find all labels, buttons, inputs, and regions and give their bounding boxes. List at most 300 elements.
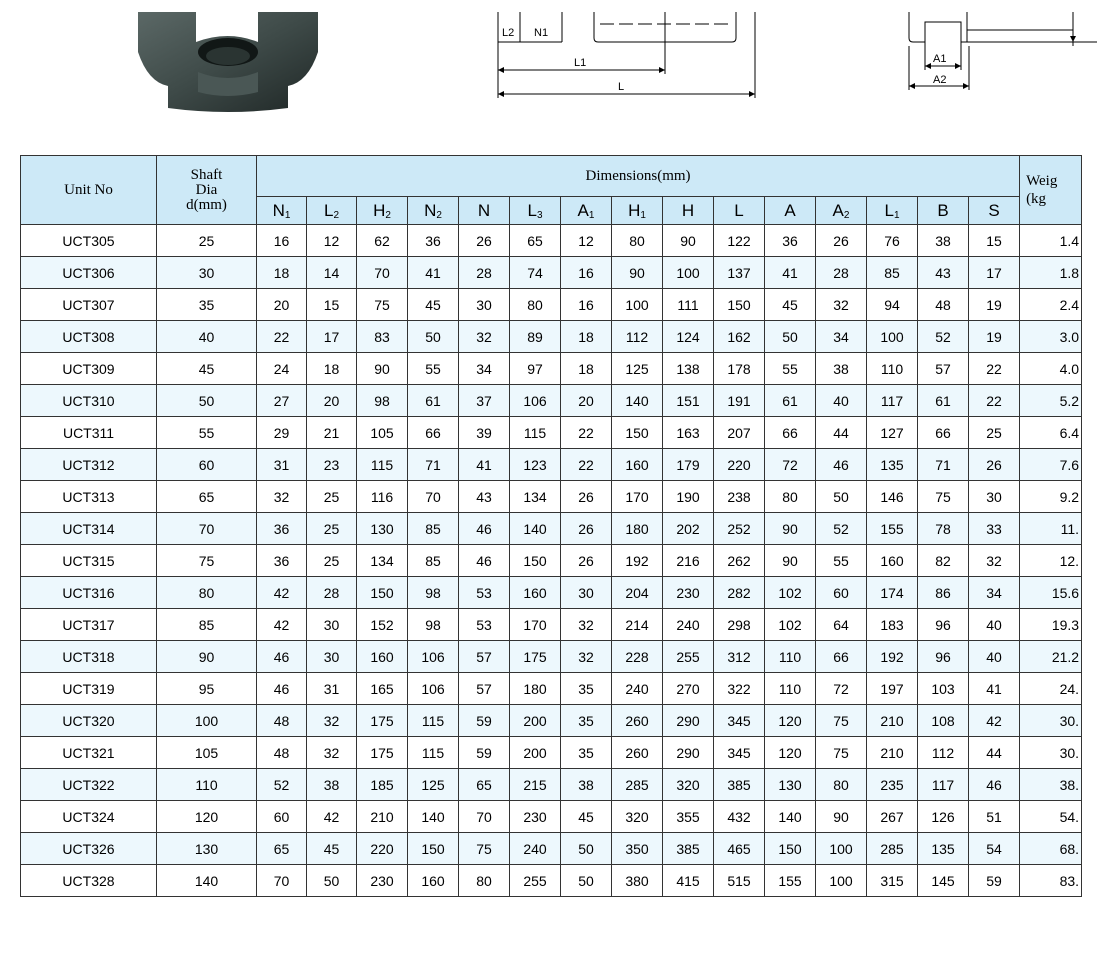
header-dim-sub: 2 bbox=[843, 209, 850, 221]
cell-dimension: 255 bbox=[510, 865, 561, 897]
cell-dimension: 140 bbox=[612, 385, 663, 417]
cell-unit-no: UCT306 bbox=[21, 257, 157, 289]
cell-dimension: 115 bbox=[408, 705, 459, 737]
cell-dimension: 52 bbox=[257, 769, 307, 801]
cell-dimension: 65 bbox=[257, 833, 307, 865]
cell-dimension: 197 bbox=[867, 673, 918, 705]
cell-dimension: 34 bbox=[969, 577, 1020, 609]
cell-dimension: 160 bbox=[510, 577, 561, 609]
cell-unit-no: UCT328 bbox=[21, 865, 157, 897]
cell-dimension: 25 bbox=[969, 417, 1020, 449]
cell-dimension: 42 bbox=[969, 705, 1020, 737]
cell-dimension: 30 bbox=[459, 289, 510, 321]
cell-dimension: 80 bbox=[612, 225, 663, 257]
header-dim-base: H bbox=[681, 200, 695, 220]
cell-dimension: 240 bbox=[510, 833, 561, 865]
cell-unit-no: UCT314 bbox=[21, 513, 157, 545]
header-dim-base: B bbox=[937, 200, 949, 220]
cell-dimension: 55 bbox=[408, 353, 459, 385]
cell-shaft-dia: 25 bbox=[157, 225, 257, 257]
header-weight-line2: (kg bbox=[1026, 191, 1047, 207]
header-dim-base: L bbox=[527, 200, 537, 220]
cell-dimension: 80 bbox=[459, 865, 510, 897]
cell-weight: 38. bbox=[1020, 769, 1082, 801]
cell-dimension: 350 bbox=[612, 833, 663, 865]
cell-unit-no: UCT310 bbox=[21, 385, 157, 417]
header-dim-l3 bbox=[510, 197, 561, 225]
cell-dimension: 97 bbox=[510, 353, 561, 385]
table-row bbox=[21, 321, 1082, 353]
cell-dimension: 32 bbox=[561, 609, 612, 641]
cell-dimension: 345 bbox=[714, 737, 765, 769]
cell-dimension: 140 bbox=[765, 801, 816, 833]
cell-dimension: 46 bbox=[459, 513, 510, 545]
cell-dimension: 72 bbox=[816, 673, 867, 705]
cell-unit-no: UCT311 bbox=[21, 417, 157, 449]
header-dim-sub: 1 bbox=[284, 209, 291, 221]
cell-dimension: 155 bbox=[765, 865, 816, 897]
cell-dimension: 124 bbox=[663, 321, 714, 353]
cell-shaft-dia: 35 bbox=[157, 289, 257, 321]
cell-dimension: 38 bbox=[561, 769, 612, 801]
cell-shaft-dia: 30 bbox=[157, 257, 257, 289]
cell-dimension: 71 bbox=[918, 449, 969, 481]
cell-unit-no: UCT315 bbox=[21, 545, 157, 577]
cell-dimension: 160 bbox=[612, 449, 663, 481]
header-dim-h1 bbox=[612, 197, 663, 225]
cell-dimension: 106 bbox=[408, 673, 459, 705]
header-dim-base: H bbox=[628, 200, 641, 220]
cell-dimension: 51 bbox=[969, 801, 1020, 833]
cell-dimension: 61 bbox=[408, 385, 459, 417]
cell-dimension: 432 bbox=[714, 801, 765, 833]
cell-dimension: 41 bbox=[969, 673, 1020, 705]
cell-dimension: 108 bbox=[918, 705, 969, 737]
cell-dimension: 75 bbox=[918, 481, 969, 513]
header-shaft-line3: d(mm) bbox=[186, 196, 227, 213]
cell-dimension: 110 bbox=[765, 673, 816, 705]
cell-dimension: 290 bbox=[663, 705, 714, 737]
cell-weight: 24. bbox=[1020, 673, 1082, 705]
cell-dimension: 70 bbox=[408, 481, 459, 513]
cell-shaft-dia: 105 bbox=[157, 737, 257, 769]
table-row bbox=[21, 481, 1082, 513]
cell-weight: 54. bbox=[1020, 801, 1082, 833]
table-row bbox=[21, 769, 1082, 801]
cell-dimension: 45 bbox=[561, 801, 612, 833]
cell-dimension: 285 bbox=[867, 833, 918, 865]
cell-dimension: 17 bbox=[969, 257, 1020, 289]
header-dim-n bbox=[459, 197, 510, 225]
cell-dimension: 355 bbox=[663, 801, 714, 833]
drawing-label-a1: A1 bbox=[933, 53, 947, 65]
cell-dimension: 32 bbox=[561, 641, 612, 673]
cell-dimension: 170 bbox=[612, 481, 663, 513]
cell-dimension: 90 bbox=[663, 225, 714, 257]
cell-dimension: 38 bbox=[816, 353, 867, 385]
cell-dimension: 55 bbox=[816, 545, 867, 577]
drawing-label-l: L bbox=[618, 81, 625, 93]
cell-unit-no: UCT313 bbox=[21, 481, 157, 513]
header-dim-h2 bbox=[357, 197, 408, 225]
cell-dimension: 100 bbox=[867, 321, 918, 353]
cell-dimension: 59 bbox=[459, 737, 510, 769]
cell-dimension: 192 bbox=[612, 545, 663, 577]
cell-dimension: 89 bbox=[510, 321, 561, 353]
cell-unit-no: UCT320 bbox=[21, 705, 157, 737]
cell-dimension: 90 bbox=[357, 353, 408, 385]
cell-dimension: 192 bbox=[867, 641, 918, 673]
cell-dimension: 98 bbox=[357, 385, 408, 417]
header-dim-base: L bbox=[884, 200, 894, 220]
cell-weight: 3.0 bbox=[1020, 321, 1082, 353]
cell-dimension: 66 bbox=[816, 641, 867, 673]
cell-dimension: 33 bbox=[969, 513, 1020, 545]
header-dim-base: A bbox=[832, 200, 844, 220]
cell-dimension: 125 bbox=[612, 353, 663, 385]
cell-dimension: 83 bbox=[357, 321, 408, 353]
cell-dimension: 202 bbox=[663, 513, 714, 545]
table-row bbox=[21, 641, 1082, 673]
cell-dimension: 282 bbox=[714, 577, 765, 609]
cell-dimension: 80 bbox=[765, 481, 816, 513]
cell-weight: 19.3 bbox=[1020, 609, 1082, 641]
cell-shaft-dia: 120 bbox=[157, 801, 257, 833]
cell-dimension: 151 bbox=[663, 385, 714, 417]
cell-dimension: 165 bbox=[357, 673, 408, 705]
cell-dimension: 48 bbox=[257, 705, 307, 737]
cell-dimension: 220 bbox=[357, 833, 408, 865]
dimension-drawing bbox=[490, 12, 760, 102]
cell-dimension: 37 bbox=[459, 385, 510, 417]
cell-shaft-dia: 65 bbox=[157, 481, 257, 513]
cell-dimension: 31 bbox=[257, 449, 307, 481]
cell-dimension: 134 bbox=[510, 481, 561, 513]
cell-dimension: 255 bbox=[663, 641, 714, 673]
cell-dimension: 162 bbox=[714, 321, 765, 353]
cell-dimension: 228 bbox=[612, 641, 663, 673]
cell-dimension: 130 bbox=[357, 513, 408, 545]
cell-dimension: 18 bbox=[561, 321, 612, 353]
cell-dimension: 41 bbox=[408, 257, 459, 289]
cell-dimension: 96 bbox=[918, 609, 969, 641]
cell-dimension: 150 bbox=[765, 833, 816, 865]
header-dim-a bbox=[765, 197, 816, 225]
cell-dimension: 64 bbox=[816, 609, 867, 641]
cell-dimension: 20 bbox=[257, 289, 307, 321]
cell-weight: 12. bbox=[1020, 545, 1082, 577]
cell-dimension: 170 bbox=[510, 609, 561, 641]
cell-dimension: 26 bbox=[816, 225, 867, 257]
cell-unit-no: UCT324 bbox=[21, 801, 157, 833]
header-dim-h bbox=[663, 197, 714, 225]
cell-dimension: 61 bbox=[765, 385, 816, 417]
cell-shaft-dia: 45 bbox=[157, 353, 257, 385]
cell-dimension: 42 bbox=[257, 609, 307, 641]
cell-dimension: 163 bbox=[663, 417, 714, 449]
cell-dimension: 18 bbox=[257, 257, 307, 289]
header-dim-l1 bbox=[867, 197, 918, 225]
cell-dimension: 112 bbox=[918, 737, 969, 769]
cell-dimension: 66 bbox=[408, 417, 459, 449]
cell-dimension: 52 bbox=[816, 513, 867, 545]
cell-dimension: 35 bbox=[561, 737, 612, 769]
cell-dimension: 290 bbox=[663, 737, 714, 769]
cell-dimension: 110 bbox=[867, 353, 918, 385]
cell-dimension: 30 bbox=[307, 609, 357, 641]
cell-dimension: 36 bbox=[257, 545, 307, 577]
cell-dimension: 26 bbox=[561, 481, 612, 513]
cell-dimension: 150 bbox=[510, 545, 561, 577]
cell-dimension: 62 bbox=[357, 225, 408, 257]
cell-weight: 1.8 bbox=[1020, 257, 1082, 289]
cell-dimension: 150 bbox=[714, 289, 765, 321]
header-dim-base: S bbox=[988, 200, 1000, 220]
cell-dimension: 17 bbox=[307, 321, 357, 353]
cell-unit-no: UCT321 bbox=[21, 737, 157, 769]
cell-dimension: 38 bbox=[918, 225, 969, 257]
cell-dimension: 112 bbox=[612, 321, 663, 353]
header-weight bbox=[1020, 156, 1082, 225]
cell-dimension: 267 bbox=[867, 801, 918, 833]
cell-dimension: 20 bbox=[307, 385, 357, 417]
cell-weight: 5.2 bbox=[1020, 385, 1082, 417]
cell-weight: 15.6 bbox=[1020, 577, 1082, 609]
cell-dimension: 138 bbox=[663, 353, 714, 385]
cell-dimension: 74 bbox=[510, 257, 561, 289]
cell-dimension: 39 bbox=[459, 417, 510, 449]
cell-dimension: 66 bbox=[765, 417, 816, 449]
drawing-label-n1: N1 bbox=[534, 27, 549, 39]
cell-dimension: 90 bbox=[816, 801, 867, 833]
table-row bbox=[21, 257, 1082, 289]
cell-dimension: 123 bbox=[510, 449, 561, 481]
cell-dimension: 385 bbox=[714, 769, 765, 801]
cell-dimension: 48 bbox=[918, 289, 969, 321]
cell-dimension: 175 bbox=[357, 705, 408, 737]
cell-dimension: 45 bbox=[765, 289, 816, 321]
table-row bbox=[21, 449, 1082, 481]
header-dim-a1 bbox=[561, 197, 612, 225]
cell-dimension: 22 bbox=[561, 449, 612, 481]
cell-weight: 11. bbox=[1020, 513, 1082, 545]
cell-dimension: 385 bbox=[663, 833, 714, 865]
cell-dimension: 34 bbox=[816, 321, 867, 353]
drawing-label-l2: L2 bbox=[502, 27, 515, 39]
cell-dimension: 40 bbox=[969, 641, 1020, 673]
cell-dimension: 16 bbox=[257, 225, 307, 257]
cell-dimension: 28 bbox=[816, 257, 867, 289]
header-dim-s bbox=[969, 197, 1020, 225]
cell-shaft-dia: 55 bbox=[157, 417, 257, 449]
header-dim-base: L bbox=[734, 200, 744, 220]
cell-dimension: 90 bbox=[765, 513, 816, 545]
cell-weight: 2.4 bbox=[1020, 289, 1082, 321]
cell-dimension: 80 bbox=[510, 289, 561, 321]
cell-dimension: 230 bbox=[663, 577, 714, 609]
cell-unit-no: UCT317 bbox=[21, 609, 157, 641]
cell-dimension: 150 bbox=[357, 577, 408, 609]
cell-shaft-dia: 110 bbox=[157, 769, 257, 801]
cell-dimension: 135 bbox=[867, 449, 918, 481]
cell-dimension: 38 bbox=[307, 769, 357, 801]
cell-dimension: 200 bbox=[510, 737, 561, 769]
cell-dimension: 116 bbox=[357, 481, 408, 513]
header-dim-base: N bbox=[424, 200, 437, 220]
cell-dimension: 152 bbox=[357, 609, 408, 641]
cell-dimension: 42 bbox=[257, 577, 307, 609]
cell-dimension: 26 bbox=[969, 449, 1020, 481]
cell-dimension: 30 bbox=[561, 577, 612, 609]
header-dim-n2 bbox=[408, 197, 459, 225]
cell-dimension: 27 bbox=[257, 385, 307, 417]
cell-dimension: 32 bbox=[307, 705, 357, 737]
cell-weight: 1.4 bbox=[1020, 225, 1082, 257]
cell-dimension: 50 bbox=[765, 321, 816, 353]
cell-dimension: 260 bbox=[612, 705, 663, 737]
cell-dimension: 100 bbox=[612, 289, 663, 321]
spec-table-container bbox=[20, 155, 1097, 933]
header-dim-base: N bbox=[272, 200, 285, 220]
cell-unit-no: UCT309 bbox=[21, 353, 157, 385]
cell-dimension: 230 bbox=[510, 801, 561, 833]
cell-dimension: 380 bbox=[612, 865, 663, 897]
table-row bbox=[21, 737, 1082, 769]
table-row bbox=[21, 577, 1082, 609]
cell-shaft-dia: 130 bbox=[157, 833, 257, 865]
cell-dimension: 150 bbox=[408, 833, 459, 865]
cell-dimension: 100 bbox=[816, 833, 867, 865]
cell-weight: 30. bbox=[1020, 737, 1082, 769]
cell-unit-no: UCT307 bbox=[21, 289, 157, 321]
header-dim-sub: 1 bbox=[640, 209, 646, 221]
cell-dimension: 230 bbox=[357, 865, 408, 897]
cell-dimension: 174 bbox=[867, 577, 918, 609]
cell-dimension: 145 bbox=[918, 865, 969, 897]
cell-dimension: 260 bbox=[612, 737, 663, 769]
cell-dimension: 345 bbox=[714, 705, 765, 737]
cell-dimension: 57 bbox=[459, 641, 510, 673]
cell-dimension: 70 bbox=[257, 865, 307, 897]
cell-dimension: 106 bbox=[510, 385, 561, 417]
side-drawing bbox=[903, 12, 1097, 92]
cell-unit-no: UCT312 bbox=[21, 449, 157, 481]
cell-dimension: 130 bbox=[765, 769, 816, 801]
cell-dimension: 85 bbox=[408, 545, 459, 577]
cell-dimension: 25 bbox=[307, 545, 357, 577]
cell-dimension: 36 bbox=[257, 513, 307, 545]
table-row bbox=[21, 225, 1082, 257]
cell-dimension: 103 bbox=[918, 673, 969, 705]
cell-dimension: 61 bbox=[918, 385, 969, 417]
cell-dimension: 60 bbox=[257, 801, 307, 833]
cell-dimension: 35 bbox=[561, 705, 612, 737]
cell-dimension: 19 bbox=[969, 321, 1020, 353]
cell-dimension: 14 bbox=[307, 257, 357, 289]
cell-dimension: 46 bbox=[257, 641, 307, 673]
cell-dimension: 98 bbox=[408, 609, 459, 641]
cell-dimension: 115 bbox=[510, 417, 561, 449]
cell-dimension: 59 bbox=[969, 865, 1020, 897]
cell-dimension: 12 bbox=[307, 225, 357, 257]
cell-dimension: 210 bbox=[867, 705, 918, 737]
cell-dimension: 22 bbox=[257, 321, 307, 353]
cell-dimension: 32 bbox=[459, 321, 510, 353]
cell-dimension: 71 bbox=[408, 449, 459, 481]
cell-dimension: 252 bbox=[714, 513, 765, 545]
cell-dimension: 59 bbox=[459, 705, 510, 737]
cell-dimension: 21 bbox=[307, 417, 357, 449]
cell-shaft-dia: 90 bbox=[157, 641, 257, 673]
cell-dimension: 25 bbox=[307, 513, 357, 545]
cell-dimension: 240 bbox=[612, 673, 663, 705]
cell-dimension: 235 bbox=[867, 769, 918, 801]
header-dim-sub: 2 bbox=[436, 209, 442, 221]
cell-dimension: 105 bbox=[357, 417, 408, 449]
cell-dimension: 50 bbox=[561, 833, 612, 865]
cell-dimension: 86 bbox=[918, 577, 969, 609]
cell-dimension: 45 bbox=[307, 833, 357, 865]
cell-dimension: 102 bbox=[765, 577, 816, 609]
cell-unit-no: UCT308 bbox=[21, 321, 157, 353]
cell-dimension: 65 bbox=[459, 769, 510, 801]
header-dim-sub: 2 bbox=[385, 209, 391, 221]
table-row bbox=[21, 673, 1082, 705]
cell-dimension: 191 bbox=[714, 385, 765, 417]
cell-dimension: 140 bbox=[408, 801, 459, 833]
cell-dimension: 200 bbox=[510, 705, 561, 737]
cell-dimension: 111 bbox=[663, 289, 714, 321]
table-row bbox=[21, 385, 1082, 417]
cell-unit-no: UCT326 bbox=[21, 833, 157, 865]
cell-dimension: 240 bbox=[663, 609, 714, 641]
cell-dimension: 115 bbox=[357, 449, 408, 481]
cell-dimension: 35 bbox=[561, 673, 612, 705]
cell-dimension: 117 bbox=[918, 769, 969, 801]
cell-dimension: 415 bbox=[663, 865, 714, 897]
cell-dimension: 40 bbox=[816, 385, 867, 417]
cell-dimension: 75 bbox=[816, 737, 867, 769]
header-dim-base: L bbox=[323, 200, 334, 220]
header-dim-base: A bbox=[577, 200, 589, 220]
cell-dimension: 120 bbox=[765, 705, 816, 737]
cell-dimension: 50 bbox=[561, 865, 612, 897]
header-dim-b bbox=[918, 197, 969, 225]
cell-unit-no: UCT319 bbox=[21, 673, 157, 705]
cell-dimension: 60 bbox=[816, 577, 867, 609]
cell-dimension: 72 bbox=[765, 449, 816, 481]
cell-shaft-dia: 40 bbox=[157, 321, 257, 353]
cell-dimension: 175 bbox=[357, 737, 408, 769]
cell-dimension: 214 bbox=[612, 609, 663, 641]
cell-dimension: 25 bbox=[307, 481, 357, 513]
cell-dimension: 320 bbox=[663, 769, 714, 801]
cell-dimension: 150 bbox=[612, 417, 663, 449]
cell-dimension: 115 bbox=[408, 737, 459, 769]
cell-dimension: 126 bbox=[918, 801, 969, 833]
header-dimensions: Dimensions(mm) bbox=[257, 156, 1020, 197]
cell-dimension: 238 bbox=[714, 481, 765, 513]
cell-weight: 6.4 bbox=[1020, 417, 1082, 449]
header-shaft-line2: Dia bbox=[195, 181, 218, 198]
cell-dimension: 53 bbox=[459, 577, 510, 609]
cell-dimension: 41 bbox=[765, 257, 816, 289]
table-row bbox=[21, 705, 1082, 737]
cell-dimension: 85 bbox=[408, 513, 459, 545]
cell-dimension: 75 bbox=[816, 705, 867, 737]
cell-dimension: 120 bbox=[765, 737, 816, 769]
cell-dimension: 102 bbox=[765, 609, 816, 641]
